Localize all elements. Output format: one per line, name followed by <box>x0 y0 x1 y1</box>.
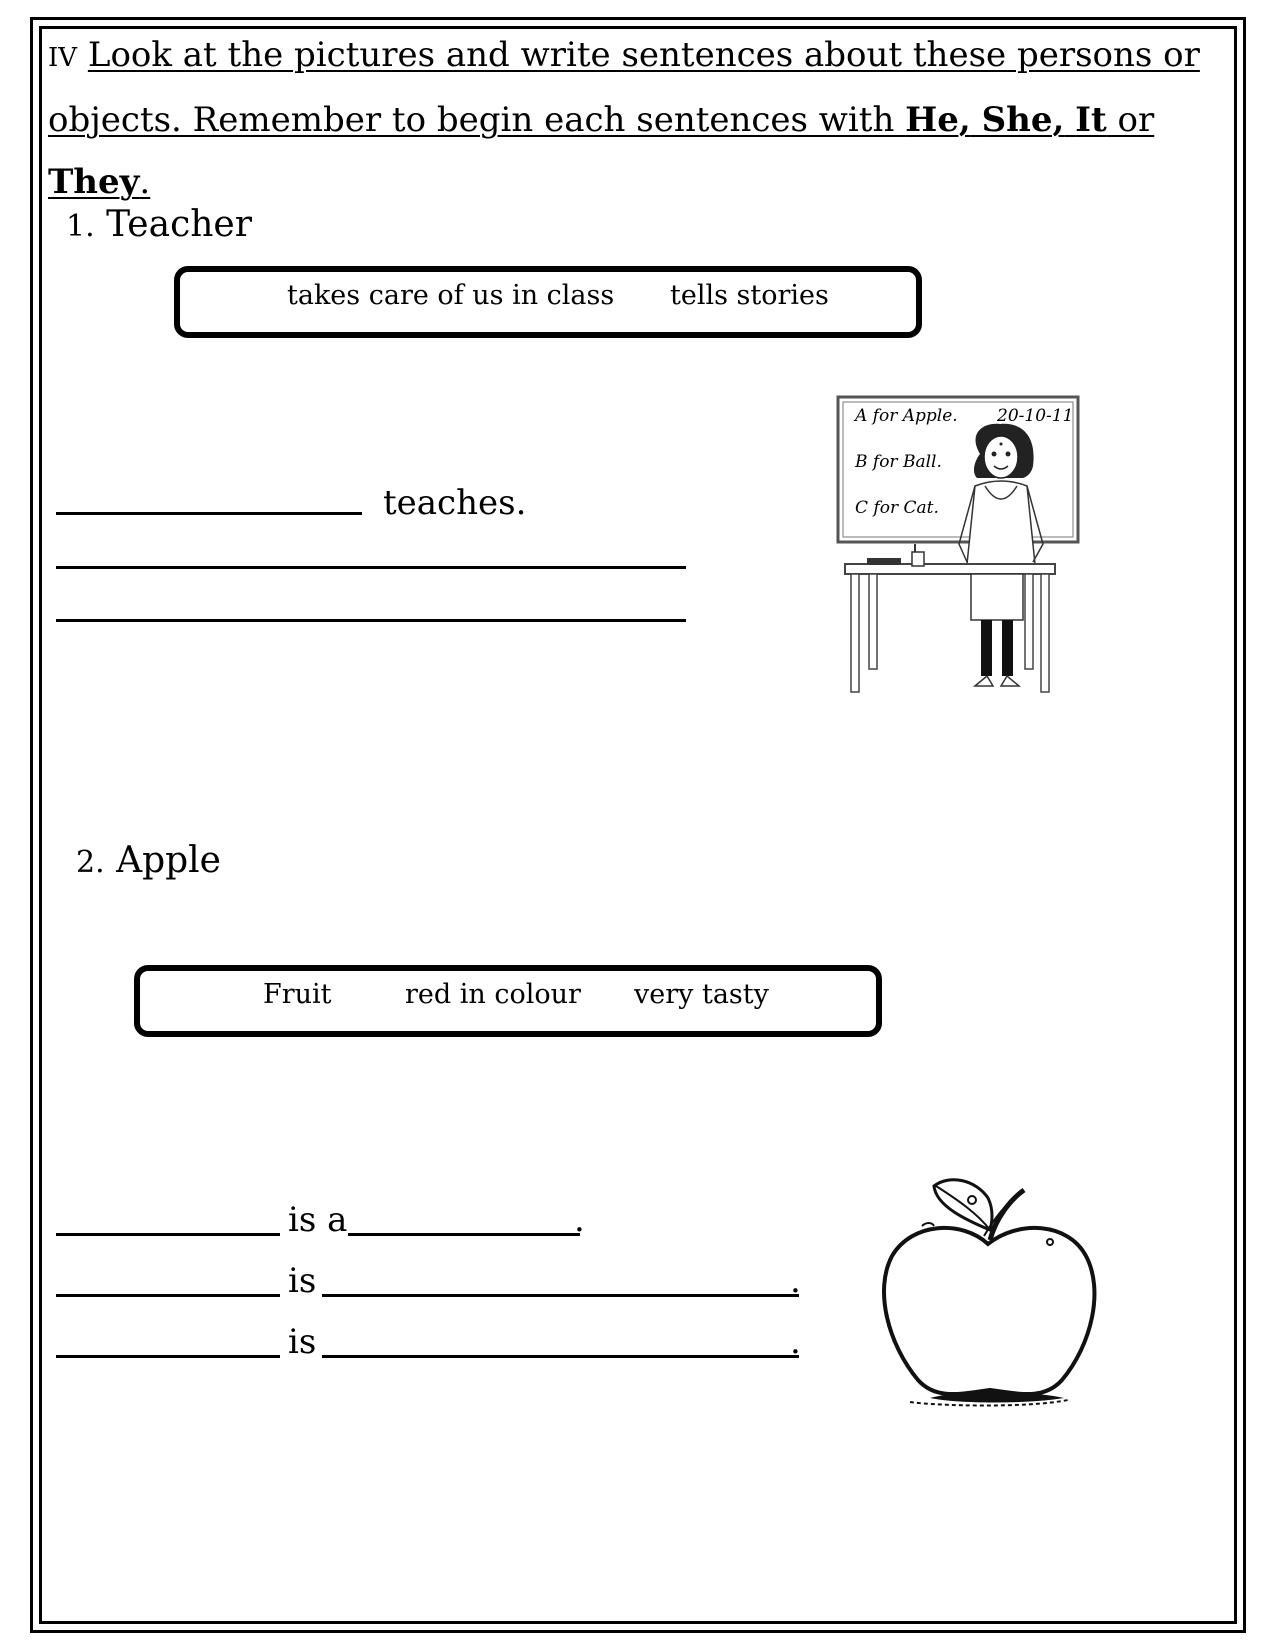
sentence-fragment-teaches: teaches. <box>383 483 527 523</box>
answer-blank[interactable] <box>322 1294 799 1297</box>
question-2-title: 2. Apple <box>76 840 221 881</box>
blackboard-line-2: B for Ball. <box>855 452 942 472</box>
answer-blank[interactable] <box>56 1233 280 1236</box>
sentence-fragment: is <box>288 1261 317 1301</box>
sentence-period: . <box>790 1261 801 1301</box>
question-1-number: 1. <box>66 209 95 244</box>
blackboard-line-3: C for Cat. <box>855 498 939 518</box>
blackboard-date: 20-10-11 <box>997 406 1074 426</box>
sentence-period: . <box>574 1200 585 1240</box>
answer-blank[interactable] <box>322 1355 799 1358</box>
section-number: IV <box>48 43 78 73</box>
answer-blank[interactable] <box>56 512 362 515</box>
word-box-2-item: red in colour <box>405 979 581 1010</box>
answer-blank[interactable] <box>348 1233 580 1236</box>
answer-line[interactable] <box>56 566 686 569</box>
word-box-1-item: takes care of us in class <box>287 280 615 311</box>
pronoun-he: He, <box>905 100 971 140</box>
sentence-fragment: is <box>288 1322 317 1362</box>
question-2-number: 2. <box>76 845 105 880</box>
answer-blank[interactable] <box>56 1294 280 1297</box>
word-box-2-item: Fruit <box>263 979 332 1010</box>
teacher-illustration <box>835 394 1083 699</box>
question-1-title: 1. Teacher <box>66 204 252 245</box>
blackboard-line-1: A for Apple. <box>855 406 958 426</box>
answer-line[interactable] <box>56 619 686 622</box>
word-box-2-item: very tasty <box>634 979 769 1010</box>
pronoun-they: They <box>48 162 140 202</box>
pronoun-she: She, <box>981 100 1065 140</box>
instruction-text: Look at the pictures and write sentences about these persons or objects. Remember to begin each sentences with He, She, It or They. <box>48 35 1200 202</box>
sentence-period: . <box>790 1322 801 1362</box>
sentence-fragment: is a <box>288 1200 348 1240</box>
word-box-1-item: tells stories <box>670 280 829 311</box>
apple-illustration <box>878 1168 1103 1413</box>
instruction <box>48 24 1228 213</box>
answer-blank[interactable] <box>56 1355 280 1358</box>
pronoun-it: It <box>1075 100 1107 140</box>
